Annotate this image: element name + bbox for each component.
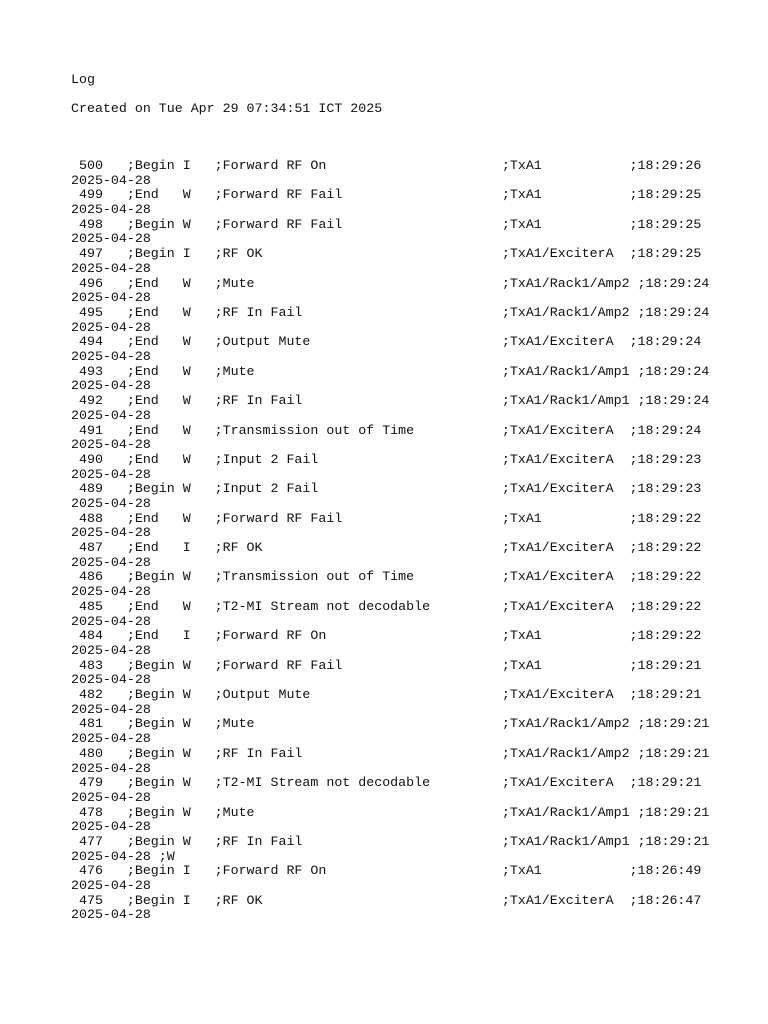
log-entry-line: 483 ;Begin W ;Forward RF Fail ;TxA1 ;18:29:21 xyxy=(71,657,702,673)
log-entry xyxy=(71,218,709,247)
log-entry xyxy=(71,335,709,364)
log-entries xyxy=(71,159,709,923)
log-entry-date: 2025-04-28 xyxy=(71,231,151,247)
log-entry-date: 2025-04-28 xyxy=(71,731,151,747)
log-entry-line: 480 ;Begin W ;RF In Fail ;TxA1/Rack1/Amp2 ;18:29:21 xyxy=(71,745,710,761)
log-entry xyxy=(71,835,709,864)
log-entry-date: 2025-04-28 xyxy=(71,789,151,805)
log-entry-date: 2025-04-28 xyxy=(71,290,151,306)
log-entry-line: 477 ;Begin W ;RF In Fail ;TxA1/Rack1/Amp1 ;18:29:21 xyxy=(71,833,710,849)
log-entry xyxy=(71,277,709,306)
log-entry-line: 476 ;Begin I ;Forward RF On ;TxA1 ;18:26:49 xyxy=(71,863,702,879)
log-entry-line: 497 ;Begin I ;RF OK ;TxA1/ExciterA ;18:29:25 xyxy=(71,246,702,262)
log-entry-date: 2025-04-28 xyxy=(71,378,151,394)
log-entry xyxy=(71,541,709,570)
log-entry-date: 2025-04-28 xyxy=(71,202,151,218)
log-entry xyxy=(71,629,709,658)
log-entry xyxy=(71,394,709,423)
log-entry-date: 2025-04-28 xyxy=(71,495,151,511)
log-entry-date: 2025-04-28 xyxy=(71,701,151,717)
log-entry xyxy=(71,776,709,805)
log-entry-line: 494 ;End W ;Output Mute ;TxA1/ExciterA ;18:29:24 xyxy=(71,334,702,350)
log-entry xyxy=(71,717,709,746)
log-entry xyxy=(71,482,709,511)
log-entry-line: 490 ;End W ;Input 2 Fail ;TxA1/ExciterA ;18:29:23 xyxy=(71,451,702,467)
log-entry-date: 2025-04-28 xyxy=(71,819,151,835)
created-timestamp: Created on Tue Apr 29 07:34:51 ICT 2025 xyxy=(71,101,383,116)
log-entry-line: 492 ;End W ;RF In Fail ;TxA1/Rack1/Amp1 ;18:29:24 xyxy=(71,393,710,409)
log-entry-date: 2025-04-28 ;W xyxy=(71,848,175,864)
log-entry-date: 2025-04-28 xyxy=(71,437,151,453)
log-entry-line: 493 ;End W ;Mute ;TxA1/Rack1/Amp1 ;18:29:24 xyxy=(71,363,710,379)
log-entry-date: 2025-04-28 xyxy=(71,554,151,570)
log-entry-line: 484 ;End I ;Forward RF On ;TxA1 ;18:29:22 xyxy=(71,628,702,644)
log-entry-line: 488 ;End W ;Forward RF Fail ;TxA1 ;18:29:22 xyxy=(71,510,702,526)
log-entry-line: 481 ;Begin W ;Mute ;TxA1/Rack1/Amp2 ;18:29:21 xyxy=(71,716,710,732)
log-entry-line: 498 ;Begin W ;Forward RF Fail ;TxA1 ;18:29:25 xyxy=(71,216,702,232)
document-title: Log xyxy=(71,72,95,87)
log-entry-date: 2025-04-28 xyxy=(71,613,151,629)
log-entry xyxy=(71,659,709,688)
log-entry-date: 2025-04-28 xyxy=(71,319,151,335)
log-entry xyxy=(71,424,709,453)
log-entry xyxy=(71,806,709,835)
log-entry-date: 2025-04-28 xyxy=(71,407,151,423)
log-entry-date: 2025-04-28 xyxy=(71,642,151,658)
log-entry-line: 478 ;Begin W ;Mute ;TxA1/Rack1/Amp1 ;18:29:21 xyxy=(71,804,710,820)
log-entry xyxy=(71,159,709,188)
log-entry-line: 500 ;Begin I ;Forward RF On ;TxA1 ;18:29:26 xyxy=(71,158,702,173)
log-entry xyxy=(71,453,709,482)
log-entry xyxy=(71,864,709,893)
log-entry-date: 2025-04-28 xyxy=(71,584,151,600)
log-entry-line: 487 ;End I ;RF OK ;TxA1/ExciterA ;18:29:22 xyxy=(71,540,702,556)
log-entry xyxy=(71,188,709,217)
log-entry xyxy=(71,247,709,276)
log-entry xyxy=(71,747,709,776)
log-entry xyxy=(71,894,709,923)
log-entry-date: 2025-04-28 xyxy=(71,172,151,188)
log-entry-line: 486 ;Begin W ;Transmission out of Time ;TxA1/ExciterA ;18:29:22 xyxy=(71,569,702,585)
log-entry-date: 2025-04-28 xyxy=(71,525,151,541)
log-entry-date: 2025-04-28 xyxy=(71,878,151,894)
log-entry-line: 482 ;Begin W ;Output Mute ;TxA1/ExciterA ;18:29:21 xyxy=(71,687,702,703)
log-entry-date: 2025-04-28 xyxy=(71,466,151,482)
log-entry xyxy=(71,365,709,394)
log-entry-date: 2025-04-28 xyxy=(71,672,151,688)
log-entry xyxy=(71,570,709,599)
log-entry-line: 491 ;End W ;Transmission out of Time ;TxA1/ExciterA ;18:29:24 xyxy=(71,422,702,438)
log-entry xyxy=(71,688,709,717)
log-entry xyxy=(71,512,709,541)
log-entry xyxy=(71,306,709,335)
log-entry-line: 496 ;End W ;Mute ;TxA1/Rack1/Amp2 ;18:29:24 xyxy=(71,275,710,291)
log-entry-line: 485 ;End W ;T2-MI Stream not decodable ;TxA1/ExciterA ;18:29:22 xyxy=(71,598,702,614)
log-entry-date: 2025-04-28 xyxy=(71,760,151,776)
log-entry xyxy=(71,600,709,629)
log-entry-line: 479 ;Begin W ;T2-MI Stream not decodable ;TxA1/ExciterA ;18:29:21 xyxy=(71,775,702,791)
log-entry-date: 2025-04-28 xyxy=(71,907,151,923)
log-entry-date: 2025-04-28 xyxy=(71,349,151,365)
log-entry-line: 499 ;End W ;Forward RF Fail ;TxA1 ;18:29:25 xyxy=(71,187,702,203)
log-entry-line: 475 ;Begin I ;RF OK ;TxA1/ExciterA ;18:26:47 xyxy=(71,892,702,908)
log-entry-line: 495 ;End W ;RF In Fail ;TxA1/Rack1/Amp2 ;18:29:24 xyxy=(71,304,710,320)
log-entry-line: 489 ;Begin W ;Input 2 Fail ;TxA1/ExciterA ;18:29:23 xyxy=(71,481,702,497)
log-entry-date: 2025-04-28 xyxy=(71,260,151,276)
